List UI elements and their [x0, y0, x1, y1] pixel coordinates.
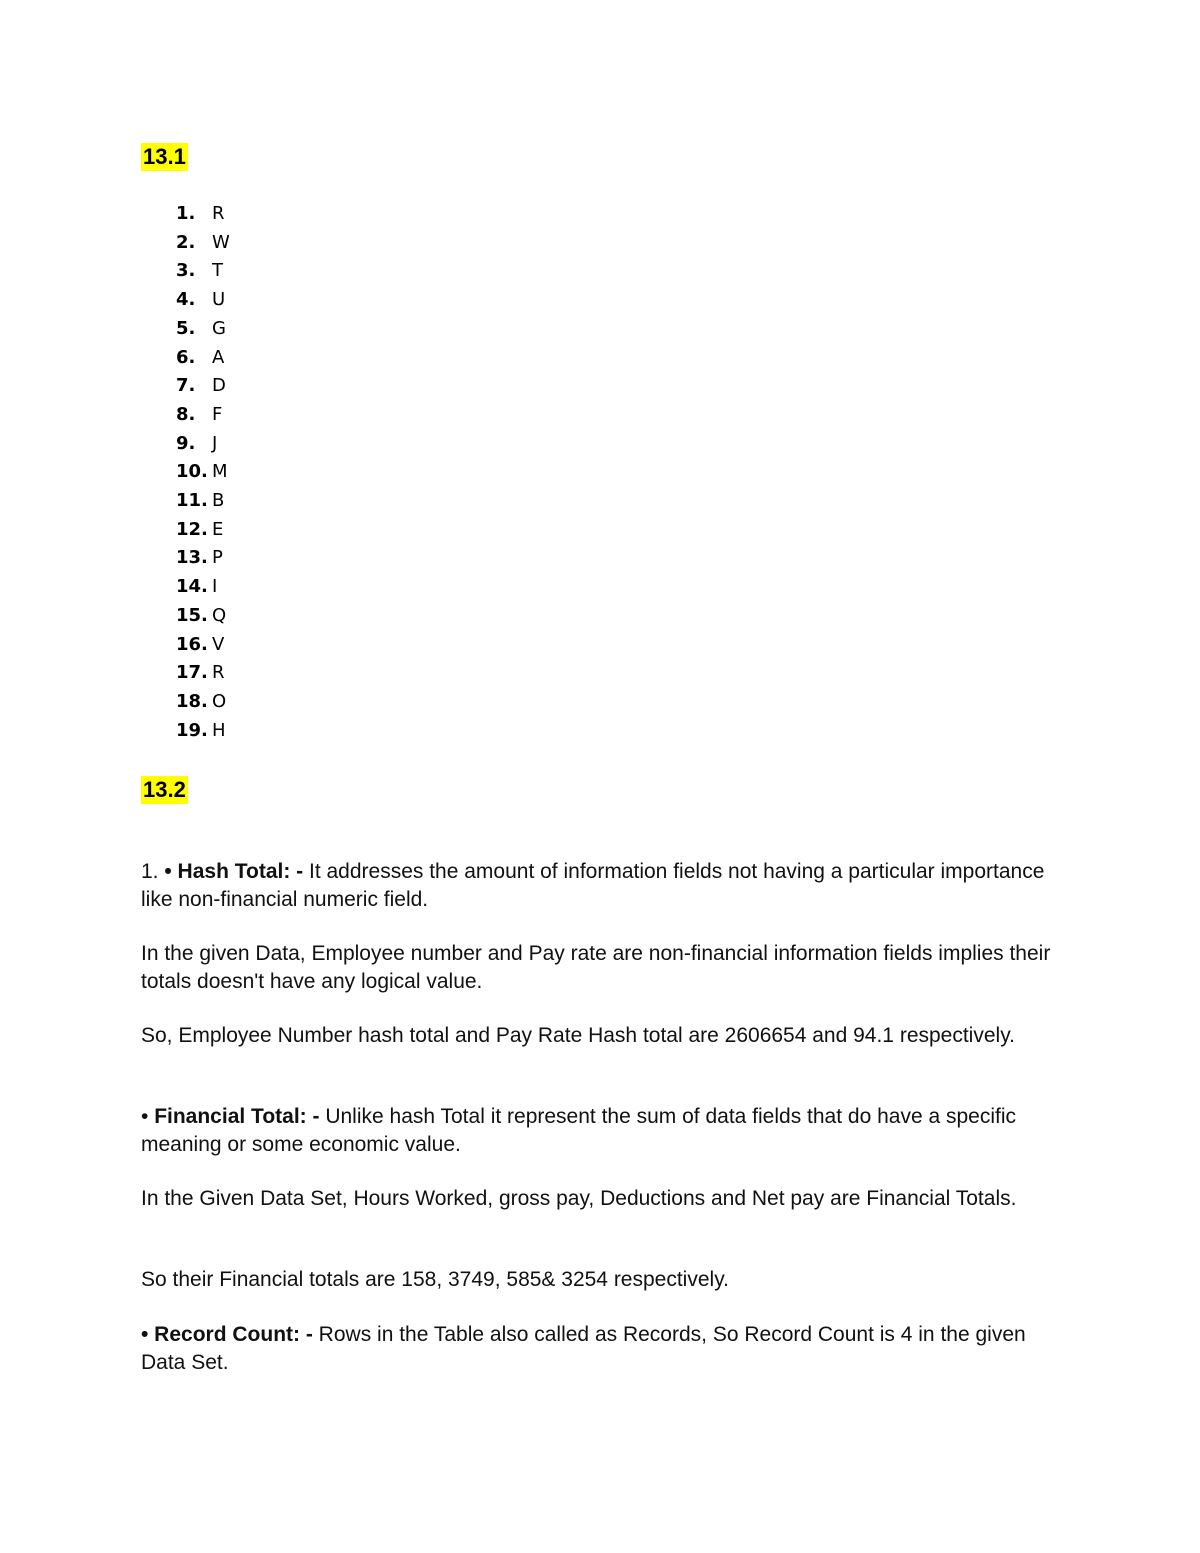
list-item: 18. O: [176, 690, 227, 712]
list-item: 16. V: [176, 633, 225, 655]
hash-result-paragraph: So, Employee Number hash total and Pay Rate Hash total are 2606654 and 94.1 respectively.: [141, 1024, 1015, 1047]
list-item: 6. A: [176, 346, 225, 368]
financial-result-paragraph: So their Financial totals are 158, 3749, 585& 3254 respectively.: [141, 1268, 729, 1291]
list-item: 9. J: [176, 432, 218, 454]
list-item: 11. B: [176, 490, 225, 512]
hash-total-term: • Hash Total: -: [164, 860, 304, 883]
list-item: 19. H: [176, 719, 226, 741]
hash-total-paragraph: 1. • Hash Total: - It addresses the amount of information fields not having a particular importance like non-financial numeric field.: [141, 860, 1045, 911]
list-item: 7. D: [176, 375, 226, 397]
section-heading-13-2: 13.2: [143, 777, 186, 802]
list-item: 14. I: [176, 576, 218, 598]
financial-total-paragraph: • Financial Total: - Unlike hash Total it represent the sum of data fields that do have a specific meaning or some economic value.: [141, 1105, 1016, 1156]
list-item: 12. E: [176, 518, 224, 540]
list-item: 17. R: [176, 662, 225, 684]
list-item: 1. R: [176, 203, 225, 224]
list-item: 15. Q: [176, 604, 227, 626]
section-heading-13-1: 13.1: [143, 144, 186, 169]
list-item: 3. T: [176, 260, 223, 282]
list-item: 8. F: [176, 403, 223, 425]
hash-explanation-paragraph: In the given Data, Employee number and Pay rate are non-financial information fields implies their totals doesn't have any logical value.: [141, 942, 1051, 993]
list-item: 5. G: [176, 317, 226, 339]
answer-list: [176, 200, 230, 745]
list-item: 2. W: [176, 231, 230, 253]
financial-explanation-paragraph: In the Given Data Set, Hours Worked, gross pay, Deductions and Net pay are Financial Totals.: [141, 1187, 1017, 1210]
list-item: 13. P: [176, 547, 223, 569]
record-count-paragraph: • Record Count: - Rows in the Table also called as Records, So Record Count is 4 in the given Data Set.: [141, 1323, 1026, 1374]
record-count-term: • Record Count: -: [141, 1323, 313, 1346]
financial-total-term: Financial Total: -: [154, 1105, 320, 1128]
list-item: 4. U: [176, 289, 226, 311]
list-item: 10. M: [176, 461, 228, 483]
